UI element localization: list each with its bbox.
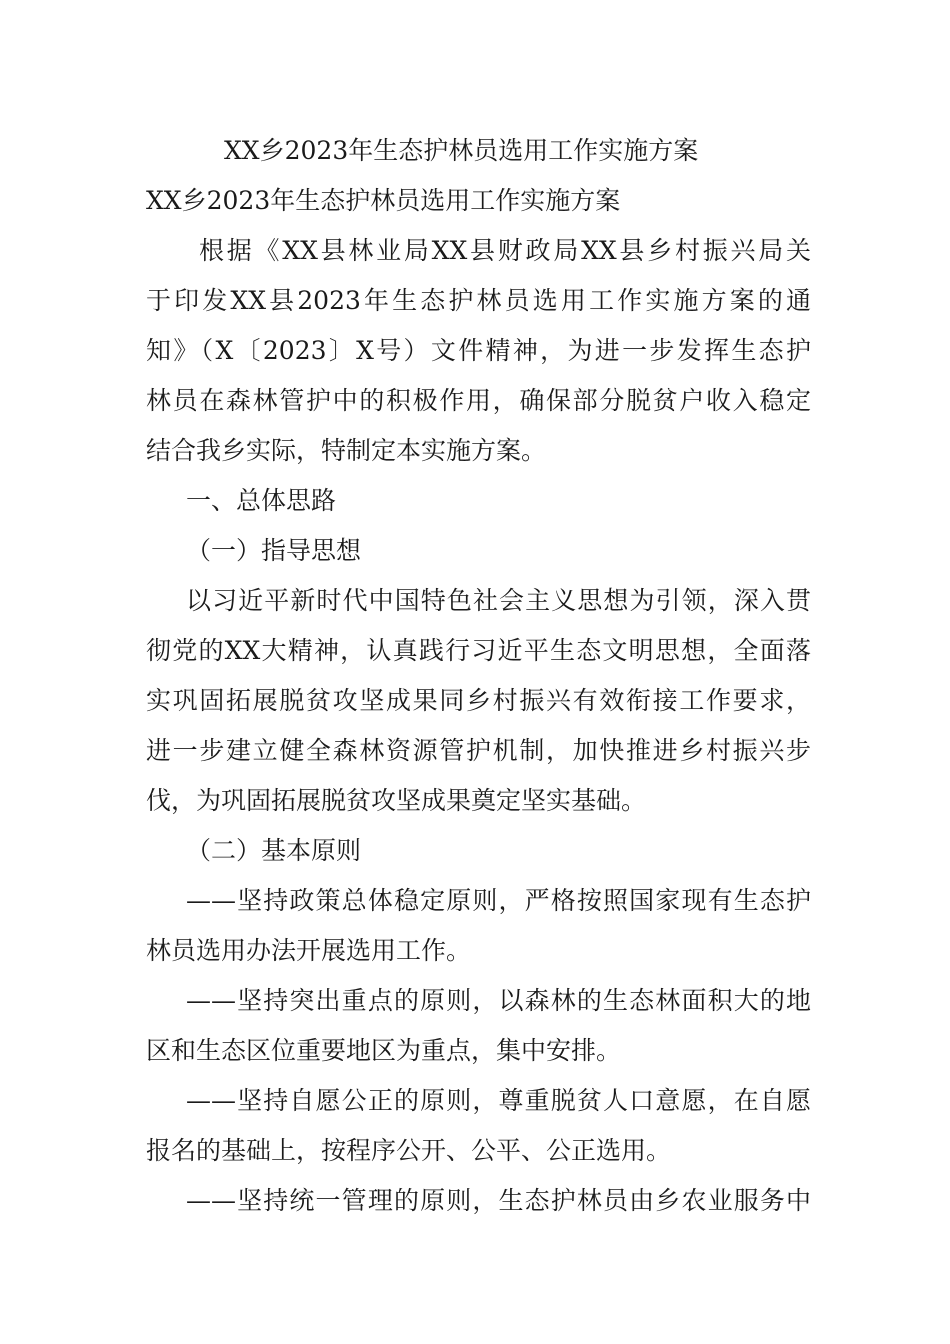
guiding-line: 进一步建立健全森林资源管护机制，加快推进乡村振兴步 <box>146 736 811 765</box>
guiding-line: 实巩固拓展脱贫攻坚成果同乡村振兴有效衔接工作要求， <box>146 686 811 715</box>
intro-line: 根据《XX县林业局XX县财政局XX县乡村振兴局关 <box>199 236 811 265</box>
document-title-repeat: XX乡2023年生态护林员选用工作实施方案 <box>146 186 621 215</box>
principle-line: 区和生态区位重要地区为重点，集中安排。 <box>146 1036 622 1065</box>
intro-line: 结合我乡实际，特制定本实施方案。 <box>146 436 547 465</box>
intro-line: 知》（X〔2023〕X号）文件精神，为进一步发挥生态护 <box>146 336 811 365</box>
guiding-line: 彻党的XX大精神，认真践行习近平生态文明思想，全面落 <box>146 636 811 665</box>
subsection-heading-basic-principles: （二）基本原则 <box>186 836 362 865</box>
principle-line: 报名的基础上，按程序公开、公平、公正选用。 <box>146 1136 672 1165</box>
intro-line: 林员在森林管护中的积极作用，确保部分脱贫户收入稳定 <box>146 386 811 415</box>
principle-line: ——坚持自愿公正的原则，尊重脱贫人口意愿，在自愿 <box>186 1086 811 1115</box>
principle-line: ——坚持统一管理的原则，生态护林员由乡农业服务中 <box>186 1186 811 1215</box>
intro-line: 于印发XX县2023年生态护林员选用工作实施方案的通 <box>146 286 811 315</box>
document-title-centered: XX乡2023年生态护林员选用工作实施方案 <box>224 136 699 165</box>
principle-line: ——坚持政策总体稳定原则，严格按照国家现有生态护 <box>186 886 811 915</box>
section-heading-overall-approach: 一、总体思路 <box>186 486 337 515</box>
guiding-line: 以习近平新时代中国特色社会主义思想为引领，深入贯 <box>186 586 811 615</box>
guiding-line: 伐，为巩固拓展脱贫攻坚成果奠定坚实基础。 <box>146 786 647 815</box>
principle-line: 林员选用办法开展选用工作。 <box>146 936 472 965</box>
subsection-heading-guiding-ideology: （一）指导思想 <box>186 536 362 565</box>
principle-line: ——坚持突出重点的原则，以森林的生态林面积大的地 <box>186 986 811 1015</box>
